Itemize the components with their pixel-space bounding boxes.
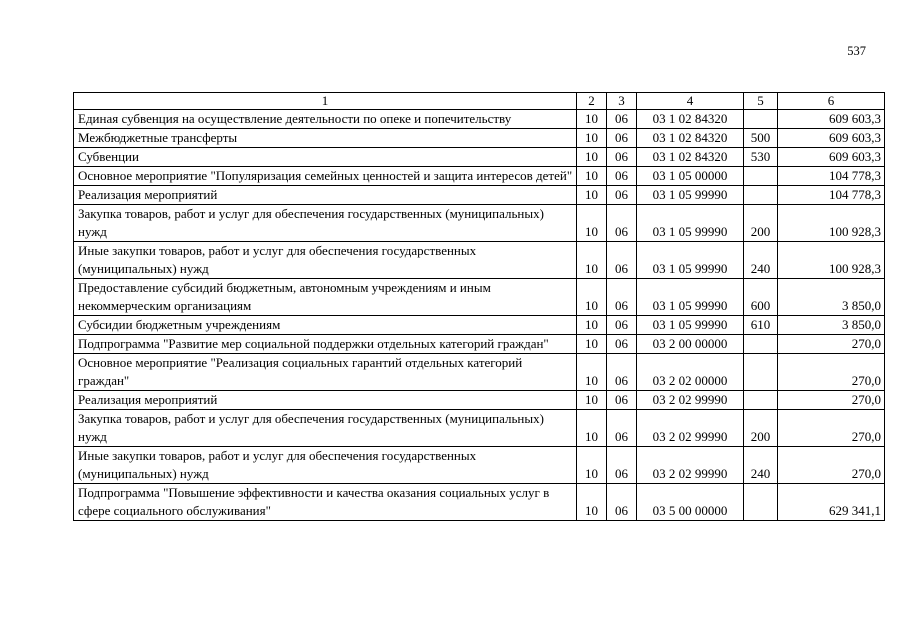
row-target-article-cell: 03 5 00 00000 (637, 484, 744, 521)
header-cell-target-article: 4 (637, 93, 744, 110)
table-row (74, 110, 885, 129)
row-expense-type-cell: 530 (744, 148, 778, 167)
row-name-cell: Подпрограмма "Развитие мер социальной поддержки отдельных категорий граждан" (74, 335, 577, 354)
row-expense-type-cell (744, 335, 778, 354)
row-subsection-cell: 06 (607, 316, 637, 335)
row-name-cell: Реализация мероприятий (74, 186, 577, 205)
header-cell-amount: 6 (778, 93, 885, 110)
row-name-cell: Иные закупки товаров, работ и услуг для обеспечения государственных (муниципальных) нужд (74, 447, 577, 484)
row-section-cell: 10 (577, 242, 607, 279)
table-row (74, 410, 885, 447)
row-section-cell: 10 (577, 484, 607, 521)
row-target-article-cell: 03 1 05 99990 (637, 205, 744, 242)
row-subsection-cell: 06 (607, 205, 637, 242)
row-target-article-cell: 03 1 05 99990 (637, 186, 744, 205)
row-name-cell: Подпрограмма "Повышение эффективности и качества оказания социальных услуг в сфере социального обслуживания" (74, 484, 577, 521)
row-expense-type-cell: 500 (744, 129, 778, 148)
table-row (74, 354, 885, 391)
row-name-cell: Иные закупки товаров, работ и услуг для обеспечения государственных (муниципальных) нужд (74, 242, 577, 279)
table-row (74, 167, 885, 186)
table-row (74, 335, 885, 354)
row-subsection-cell: 06 (607, 410, 637, 447)
row-name-cell: Субвенции (74, 148, 577, 167)
row-section-cell: 10 (577, 110, 607, 129)
row-subsection-cell: 06 (607, 484, 637, 521)
row-amount-cell: 104 778,3 (778, 186, 885, 205)
row-amount-cell: 270,0 (778, 354, 885, 391)
row-name-cell: Межбюджетные трансферты (74, 129, 577, 148)
row-amount-cell: 100 928,3 (778, 205, 885, 242)
row-amount-cell: 609 603,3 (778, 110, 885, 129)
row-expense-type-cell (744, 391, 778, 410)
row-section-cell: 10 (577, 391, 607, 410)
row-expense-type-cell: 200 (744, 410, 778, 447)
row-name-cell: Закупка товаров, работ и услуг для обеспечения государственных (муниципальных) нужд (74, 205, 577, 242)
row-section-cell: 10 (577, 354, 607, 391)
row-amount-cell: 629 341,1 (778, 484, 885, 521)
header-cell-section: 2 (577, 93, 607, 110)
row-target-article-cell: 03 2 02 99990 (637, 391, 744, 410)
row-expense-type-cell: 240 (744, 242, 778, 279)
table-row (74, 316, 885, 335)
row-target-article-cell: 03 2 00 00000 (637, 335, 744, 354)
header-row (74, 93, 885, 110)
table-row (74, 205, 885, 242)
row-subsection-cell: 06 (607, 186, 637, 205)
row-target-article-cell: 03 1 05 99990 (637, 316, 744, 335)
row-amount-cell: 270,0 (778, 335, 885, 354)
row-name-cell: Реализация мероприятий (74, 391, 577, 410)
table-row (74, 447, 885, 484)
row-expense-type-cell: 200 (744, 205, 778, 242)
row-name-cell: Предоставление субсидий бюджетным, автономным учреждениям и иным некоммерческим организациям (74, 279, 577, 316)
row-target-article-cell: 03 1 02 84320 (637, 110, 744, 129)
row-name-cell: Субсидии бюджетным учреждениям (74, 316, 577, 335)
row-name-cell: Закупка товаров, работ и услуг для обеспечения государственных (муниципальных) нужд (74, 410, 577, 447)
table-body (74, 110, 885, 521)
row-subsection-cell: 06 (607, 148, 637, 167)
budget-table (73, 92, 885, 521)
row-subsection-cell: 06 (607, 129, 637, 148)
row-subsection-cell: 06 (607, 279, 637, 316)
row-section-cell: 10 (577, 186, 607, 205)
row-amount-cell: 270,0 (778, 391, 885, 410)
page-number: 537 (847, 44, 866, 58)
row-expense-type-cell: 240 (744, 447, 778, 484)
table-row (74, 148, 885, 167)
row-amount-cell: 3 850,0 (778, 316, 885, 335)
header-cell-name: 1 (74, 93, 577, 110)
row-subsection-cell: 06 (607, 391, 637, 410)
row-expense-type-cell (744, 167, 778, 186)
row-subsection-cell: 06 (607, 447, 637, 484)
row-amount-cell: 609 603,3 (778, 148, 885, 167)
row-subsection-cell: 06 (607, 242, 637, 279)
row-expense-type-cell (744, 186, 778, 205)
row-subsection-cell: 06 (607, 354, 637, 391)
row-name-cell: Основное мероприятие "Популяризация семейных ценностей и защита интересов детей" (74, 167, 577, 186)
row-section-cell: 10 (577, 167, 607, 186)
row-expense-type-cell (744, 110, 778, 129)
table-row (74, 186, 885, 205)
row-target-article-cell: 03 2 02 00000 (637, 354, 744, 391)
row-section-cell: 10 (577, 335, 607, 354)
header-cell-expense-type: 5 (744, 93, 778, 110)
row-expense-type-cell: 600 (744, 279, 778, 316)
row-section-cell: 10 (577, 148, 607, 167)
row-amount-cell: 270,0 (778, 410, 885, 447)
row-target-article-cell: 03 1 05 00000 (637, 167, 744, 186)
row-section-cell: 10 (577, 129, 607, 148)
table-row (74, 391, 885, 410)
header-cell-subsection: 3 (607, 93, 637, 110)
row-target-article-cell: 03 1 05 99990 (637, 279, 744, 316)
row-section-cell: 10 (577, 410, 607, 447)
row-amount-cell: 609 603,3 (778, 129, 885, 148)
row-amount-cell: 270,0 (778, 447, 885, 484)
row-expense-type-cell (744, 484, 778, 521)
row-amount-cell: 100 928,3 (778, 242, 885, 279)
row-expense-type-cell: 610 (744, 316, 778, 335)
row-expense-type-cell (744, 354, 778, 391)
table-row (74, 242, 885, 279)
row-name-cell: Основное мероприятие "Реализация социальных гарантий отдельных категорий граждан" (74, 354, 577, 391)
row-target-article-cell: 03 2 02 99990 (637, 447, 744, 484)
row-subsection-cell: 06 (607, 335, 637, 354)
table-row (74, 279, 885, 316)
row-amount-cell: 104 778,3 (778, 167, 885, 186)
row-subsection-cell: 06 (607, 110, 637, 129)
row-subsection-cell: 06 (607, 167, 637, 186)
row-name-cell: Единая субвенция на осуществление деятельности по опеке и попечительству (74, 110, 577, 129)
row-section-cell: 10 (577, 205, 607, 242)
table-row (74, 129, 885, 148)
row-target-article-cell: 03 1 02 84320 (637, 129, 744, 148)
row-section-cell: 10 (577, 316, 607, 335)
row-target-article-cell: 03 2 02 99990 (637, 410, 744, 447)
row-target-article-cell: 03 1 05 99990 (637, 242, 744, 279)
row-section-cell: 10 (577, 279, 607, 316)
row-target-article-cell: 03 1 02 84320 (637, 148, 744, 167)
row-amount-cell: 3 850,0 (778, 279, 885, 316)
table-row (74, 484, 885, 521)
row-section-cell: 10 (577, 447, 607, 484)
